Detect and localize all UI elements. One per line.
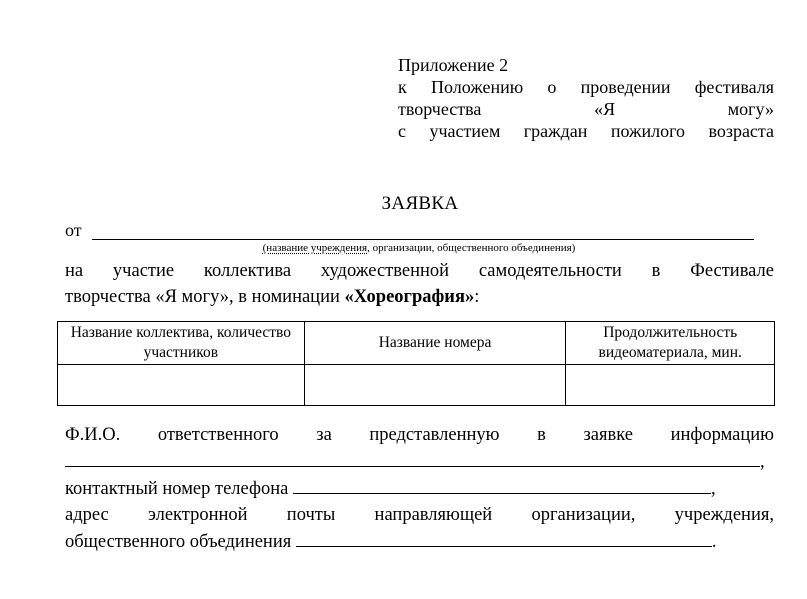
table-header-number: Название номера	[304, 322, 566, 365]
appendix-number: Приложение 2	[398, 55, 509, 75]
appendix-header	[398, 54, 774, 142]
appendix-festival-line: творчества «Я могу»	[398, 99, 774, 119]
table-header-duration: Продолжительность видеоматериала, мин.	[566, 322, 775, 365]
email-input-line[interactable]	[296, 528, 712, 547]
table-cell-collective[interactable]	[58, 365, 305, 406]
from-label: от	[65, 220, 82, 240]
participation-line-1: на участие коллектива художественной самодеятельности в Фестивале	[65, 261, 774, 281]
appendix-participants-line: с участием граждан пожилого возраста	[398, 121, 774, 141]
form-title: ЗАЯВКА	[381, 193, 459, 214]
responsible-label: Ф.И.О. ответственного за представленную в заявке информацию	[65, 425, 774, 445]
table-row	[58, 365, 775, 406]
nomination-name: «Хореография»	[344, 287, 475, 307]
organization-hint-rest: , организации, общественного объединения)	[367, 242, 576, 254]
participation-paragraph	[65, 258, 774, 310]
phone-label: контактный номер телефона	[65, 479, 289, 499]
submission-table	[57, 321, 775, 406]
phone-comma: ,	[710, 479, 716, 499]
participation-line-2-prefix: творчества «Я могу», в номинации	[65, 287, 345, 307]
table-cell-duration[interactable]	[566, 365, 775, 406]
responsible-input-line[interactable]	[65, 448, 760, 467]
table-header-collective: Название коллектива, количество участников	[58, 322, 305, 365]
participation-line-2-suffix: :	[474, 287, 480, 307]
responsible-comma: ,	[760, 452, 765, 472]
contacts-paragraph	[65, 422, 774, 555]
organization-hint-dotted: (название учреждения	[262, 242, 368, 254]
organization-hint	[0, 242, 807, 255]
table-cell-number[interactable]	[304, 365, 566, 406]
email-label-line-2: общественного объединения	[65, 532, 292, 552]
organization-input-line[interactable]	[92, 239, 754, 240]
email-label-line-1: адрес электронной почты направляющей организации, учреждения,	[65, 505, 774, 525]
appendix-regulation-line: к Положению о проведении фестиваля	[398, 77, 774, 97]
email-period: .	[711, 532, 717, 552]
table-header-row	[58, 322, 775, 365]
phone-input-line[interactable]	[293, 475, 711, 494]
